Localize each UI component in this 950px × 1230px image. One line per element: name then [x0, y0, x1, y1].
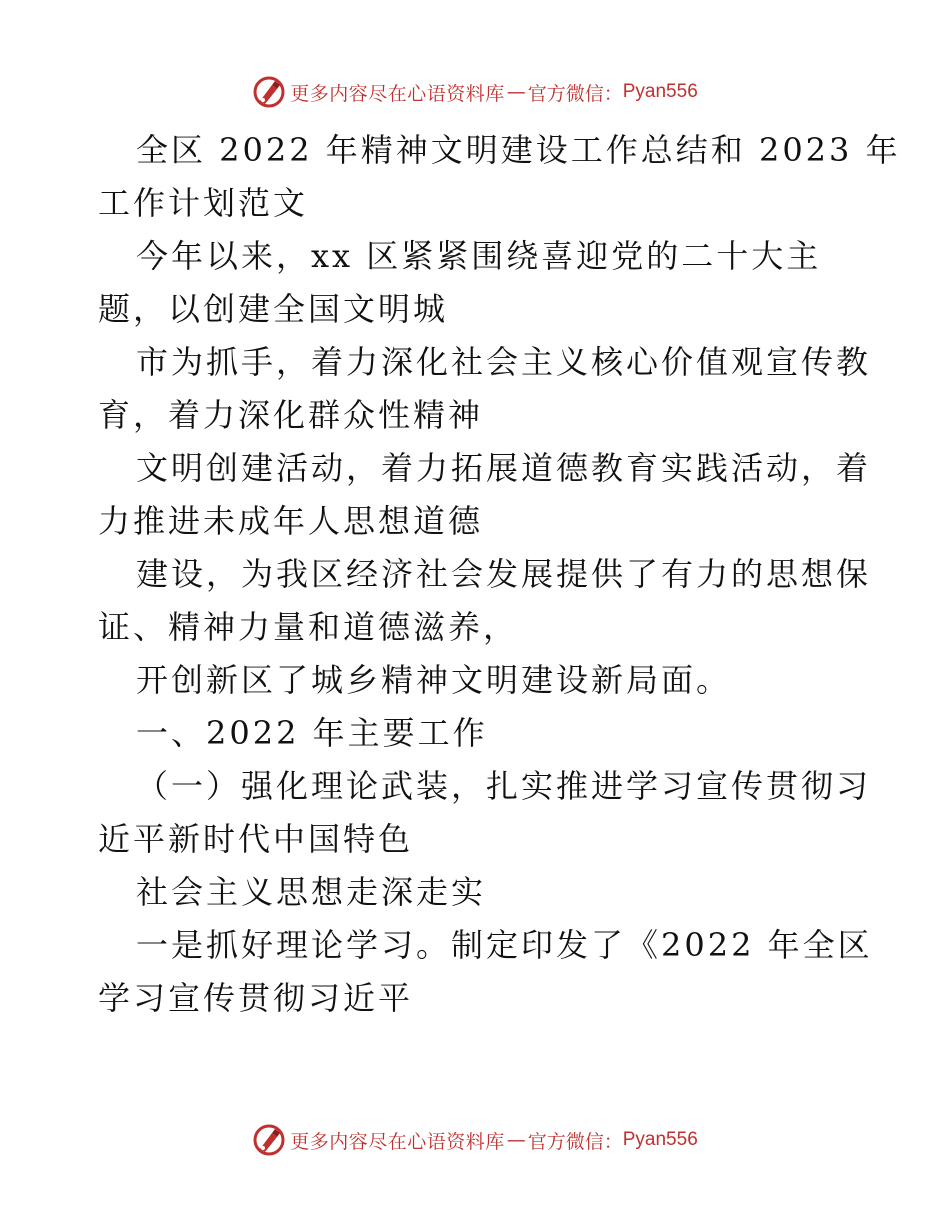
text-line: 一是抓好理论学习。制定印发了《2022 年全区 — [136, 926, 873, 964]
watermark-dash: — — [506, 81, 526, 103]
header-watermark — [0, 72, 950, 112]
watermark-dash: — — [506, 1129, 526, 1151]
text-line: 一、2022 年主要工作 — [136, 714, 488, 752]
text-line: 题，以创建全国文明城 — [98, 290, 449, 328]
text-line: 近平新时代中国特色 — [98, 820, 414, 858]
pen-logo-icon — [252, 1123, 286, 1157]
text-line: 工作计划范文 — [98, 184, 309, 222]
text-line: 市为抓手，着力深化社会主义核心价值观宣传教 — [136, 343, 872, 381]
watermark-sub-text: 官方微信： — [527, 1130, 623, 1153]
text-line: 社会主义思想走深走实 — [136, 873, 487, 911]
text-line: 学习宣传贯彻习近平 — [98, 979, 414, 1017]
text-line: 证、精神力量和道德滋养， — [98, 608, 519, 646]
footer-watermark — [0, 1120, 950, 1160]
document-body — [98, 124, 901, 1025]
text-line: 今年以来，xx 区紧紧围绕喜迎党的二十大主 — [136, 237, 822, 275]
text-line: 力推进未成年人思想道德 — [98, 502, 484, 540]
text-line: 全区 2022 年精神文明建设工作总结和 2023 年 — [136, 131, 901, 169]
text-line: 文明创建活动，着力拓展道德教育实践活动，着 — [136, 449, 872, 487]
text-line: 育，着力深化群众性精神 — [98, 396, 484, 434]
text-line: （一）强化理论武装，扎实推进学习宣传贯彻习 — [136, 767, 872, 805]
watermark-wechat-id: Pyan556 — [622, 81, 698, 102]
text-line: 开创新区了城乡精神文明建设新局面。 — [136, 661, 732, 699]
text-line: 建设，为我区经济社会发展提供了有力的思想保 — [136, 555, 872, 593]
pen-logo-icon — [252, 75, 286, 109]
watermark-main-text: 更多内容尽在心语资料库 — [290, 1130, 505, 1153]
watermark-wechat-id: Pyan556 — [622, 1129, 698, 1150]
watermark-main-text: 更多内容尽在心语资料库 — [290, 82, 505, 105]
watermark-sub-text: 官方微信： — [527, 82, 623, 105]
